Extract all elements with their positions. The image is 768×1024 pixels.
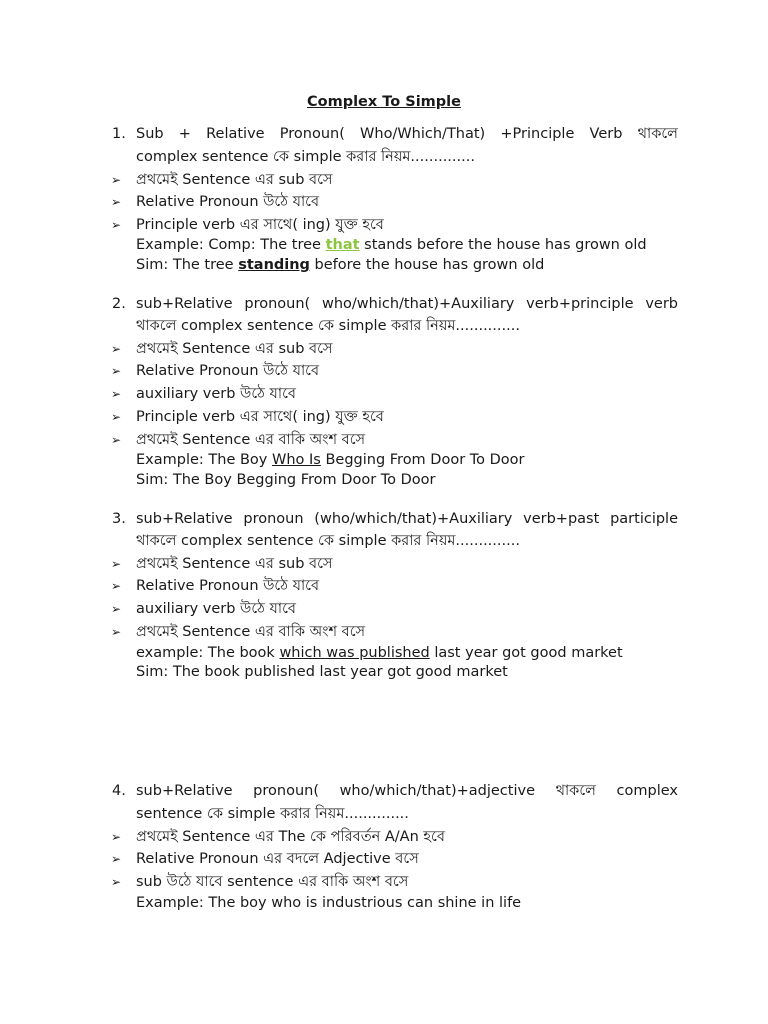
bullet-arrow-icon: ➢ [111,852,122,866]
section-number: 4. [112,783,126,799]
section-heading-line: থাকলে complex sentence কে simple করার নিয়ম.............. [136,533,520,549]
rule-item: Principle verb এর সাথে( ing) যুক্ত হবে [136,217,384,233]
bullet-arrow-icon: ➢ [111,342,122,356]
rule-item: Relative Pronoun উঠে যাবে [136,363,320,379]
bullet-arrow-icon: ➢ [111,195,122,209]
bullet-arrow-icon: ➢ [111,218,122,232]
example-highlight: that [325,237,360,253]
rule-item: Relative Pronoun এর বদলে Adjective বসে [136,851,419,867]
bullet-arrow-icon: ➢ [111,830,122,844]
example-text: Example: The Boy [136,452,272,468]
section-heading-line: complex sentence কে simple করার নিয়ম.............. [136,149,475,165]
section-number: 3. [112,511,126,527]
rule-item: auxiliary verb উঠে যাবে [136,601,296,617]
example-highlight: standing [238,257,310,273]
rule-item: Relative Pronoun উঠে যাবে [136,194,320,210]
example-simple: Sim: The Boy Begging From Door To Door [136,472,436,488]
section-heading-line: sub+Relative pronoun (who/which/that)+Auxiliary verb+past participle [136,511,678,527]
example-simple [136,254,678,276]
example-text: before the house has grown old [309,257,545,273]
bullet-arrow-icon: ➢ [111,364,122,378]
example-text: stands before the house has grown old [359,237,647,253]
rule-item: প্রথমেই Sentence এর sub বসে [136,556,333,572]
bullet-arrow-icon: ➢ [111,625,122,639]
rule-item: Principle verb এর সাথে( ing) যুক্ত হবে [136,409,384,425]
example-text: Example: Comp: The tree [136,237,326,253]
section-heading-line: sentence কে simple করার নিয়ম.............. [136,806,409,822]
example-highlight: which was published [279,645,430,661]
bullet-arrow-icon: ➢ [111,173,122,187]
rule-item: প্রথমেই Sentence এর বাকি অংশ বসে [136,432,366,448]
section-number: 2. [112,296,126,312]
section-number: 1. [112,126,126,142]
bullet-arrow-icon: ➢ [111,387,122,401]
section-heading-line: sub+Relative pronoun( who/which/that)+Auxiliary verb+principle verb [136,296,678,312]
example-simple: Sim: The book published last year got good market [136,664,508,680]
rule-item: প্রথমেই Sentence এর The কে পরিবর্তন A/An হবে [136,829,445,845]
bullet-arrow-icon: ➢ [111,410,122,424]
section-heading-line: থাকলে complex sentence কে simple করার নিয়ম.............. [136,318,520,334]
example-text: Sim: The tree [136,257,239,273]
example-text: Begging From Door To Door [320,452,525,468]
example-text: last year got good market [429,645,623,661]
example-complex [136,234,678,256]
example-highlight: Who Is [272,452,321,468]
rule-item: প্রথমেই Sentence এর sub বসে [136,341,333,357]
bullet-arrow-icon: ➢ [111,602,122,616]
rule-item: auxiliary verb উঠে যাবে [136,386,296,402]
rule-item: Relative Pronoun উঠে যাবে [136,578,320,594]
section-heading-line: Sub + Relative Pronoun( Who/Which/That) +Principle Verb থাকলে [136,126,678,142]
page-title: Complex To Simple [307,94,461,110]
bullet-arrow-icon: ➢ [111,433,122,447]
example-text: example: The book [136,645,280,661]
bullet-arrow-icon: ➢ [111,557,122,571]
example-complex: Example: The boy who is industrious can shine in life [136,895,522,911]
example-complex [136,449,678,471]
bullet-arrow-icon: ➢ [111,875,122,889]
rule-item: প্রথমেই Sentence এর sub বসে [136,172,333,188]
bullet-arrow-icon: ➢ [111,579,122,593]
rule-item: প্রথমেই Sentence এর বাকি অংশ বসে [136,624,366,640]
rule-item: sub উঠে যাবে sentence এর বাকি অংশ বসে [136,874,409,890]
section-heading-line: sub+Relative pronoun( who/which/that)+adjective থাকলে complex [136,783,678,799]
